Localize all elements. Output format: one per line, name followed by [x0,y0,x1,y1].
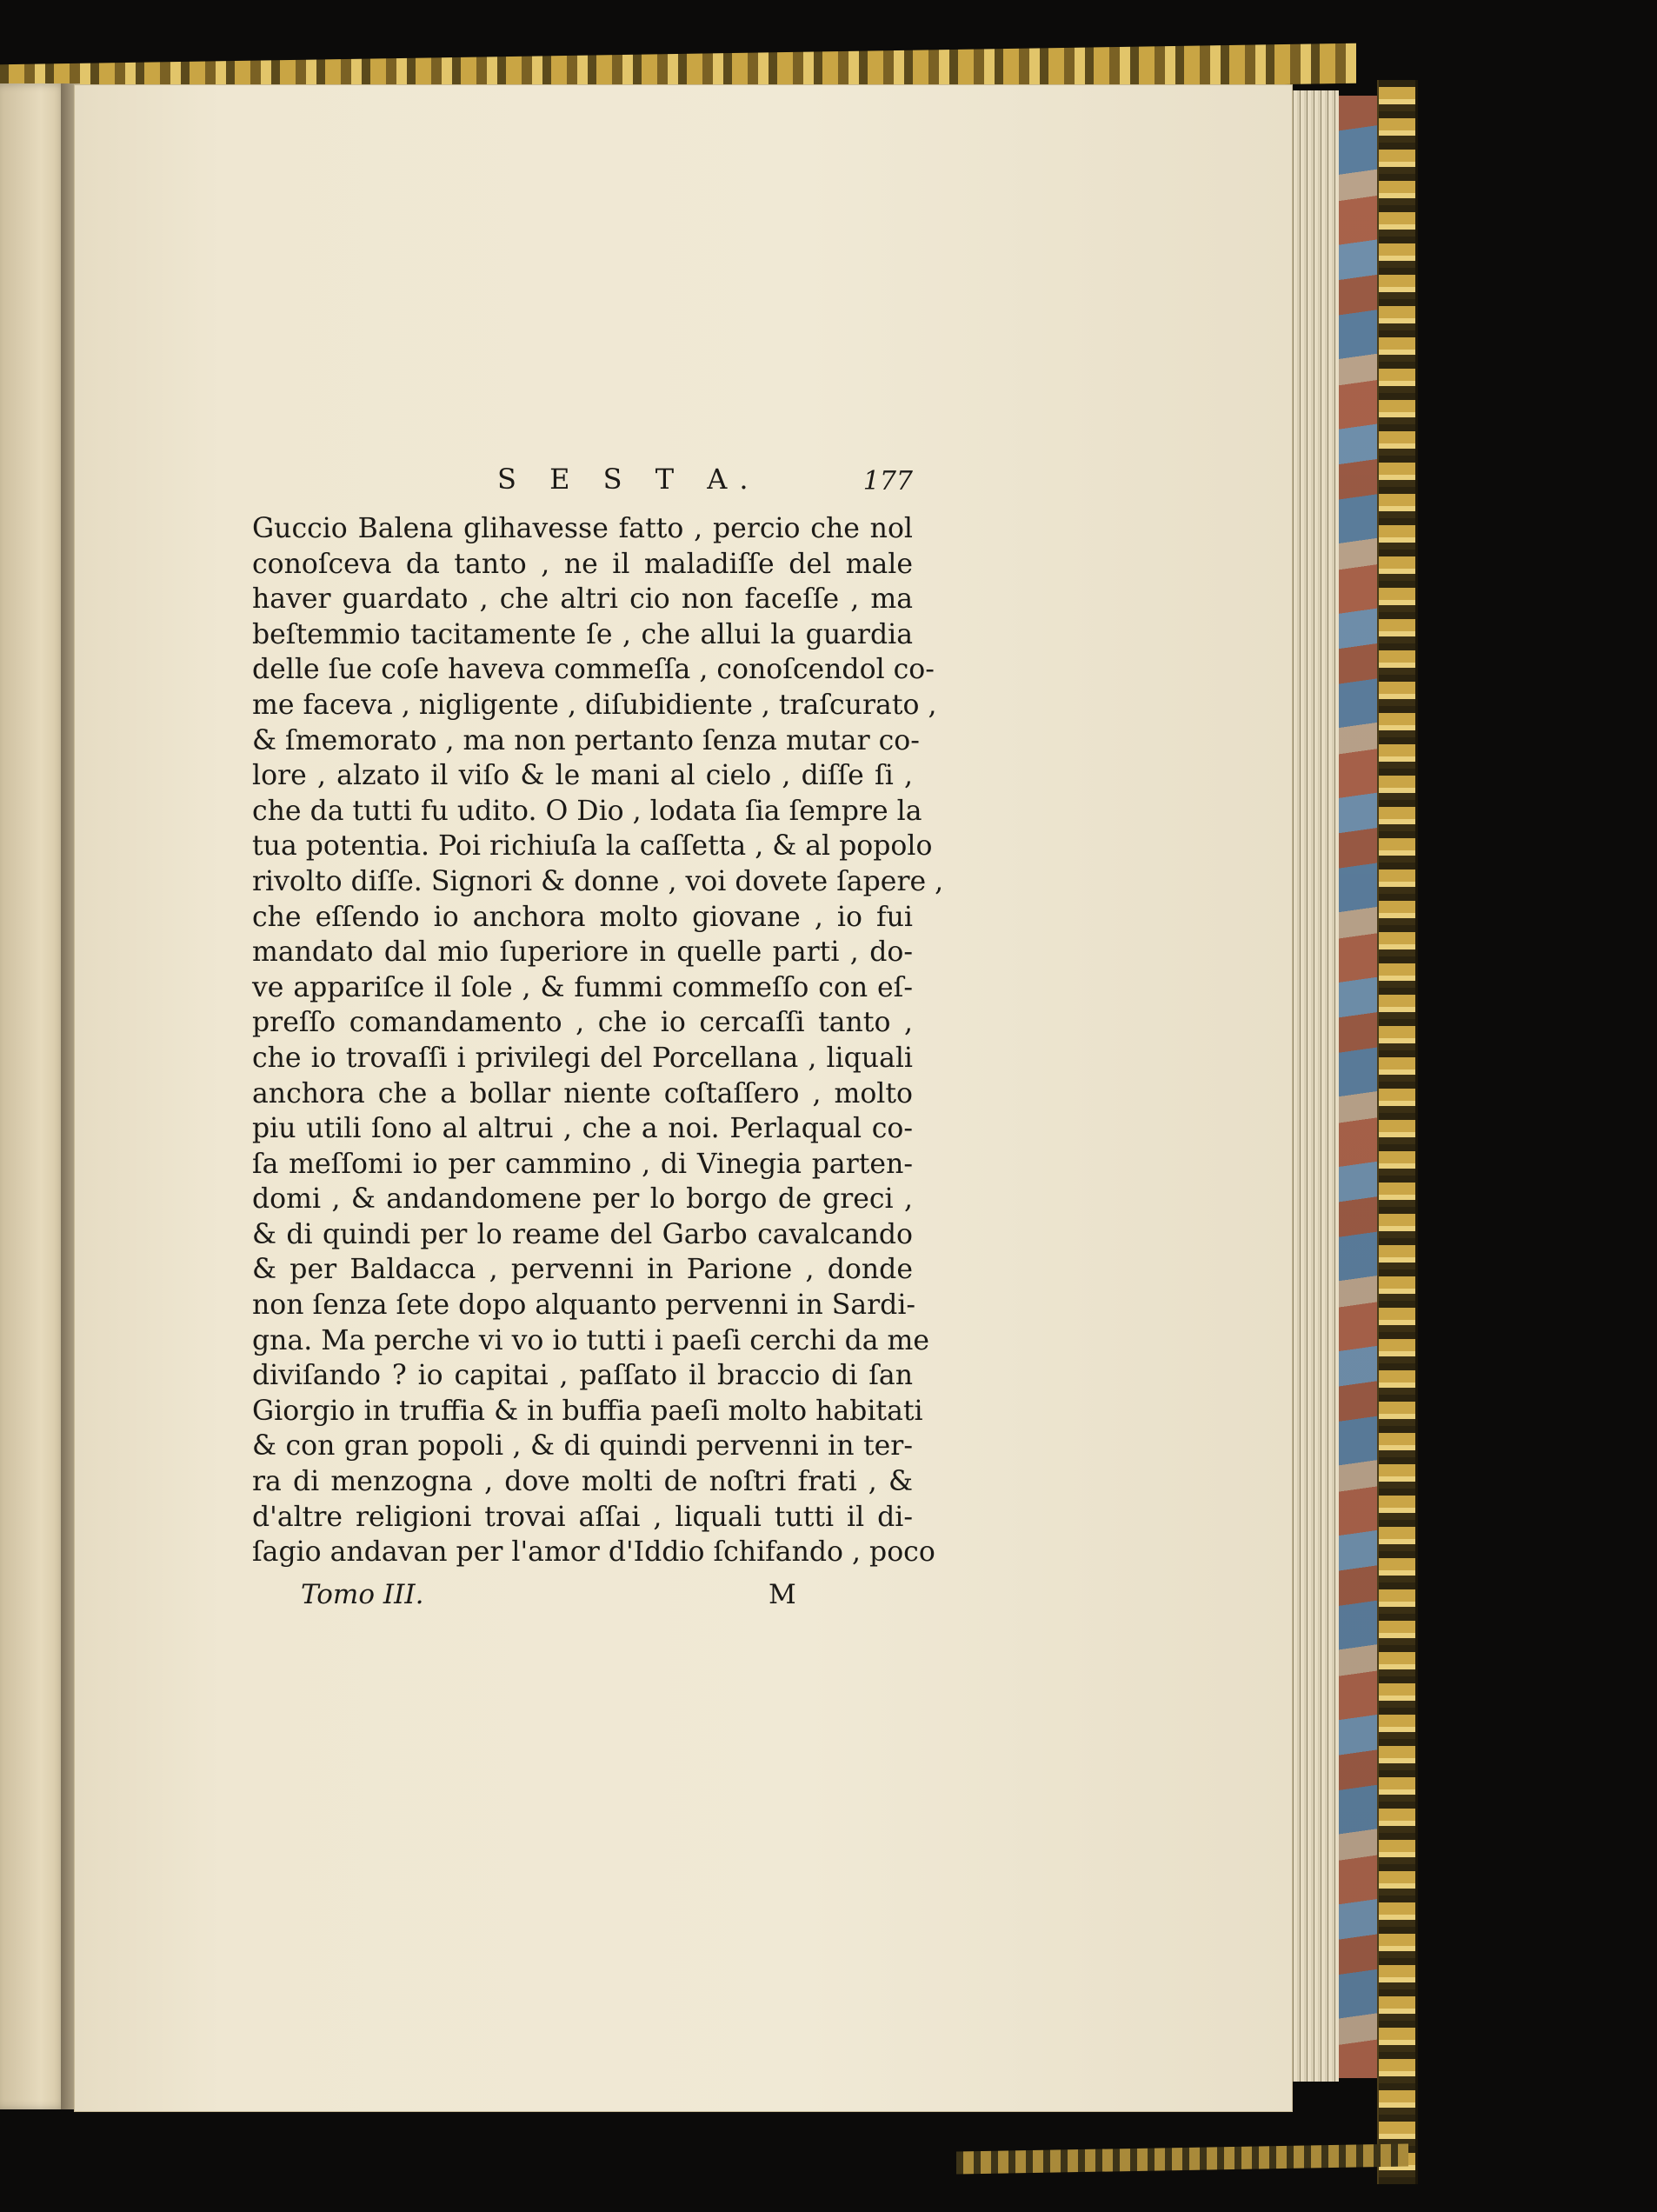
text-line: lore , alzato il viſo & le mani al cielo , diſſe ſi , [252,760,913,792]
text-line: conoſceva da tanto , ne il maladiſſe del male [252,548,913,580]
text-line: che io trovaſſi i privilegi del Porcellana , liquali [252,1042,913,1074]
text-line: d'altre religioni trovai aſſai , liquali tutti il di- [252,1501,913,1533]
text-line: mandato dal mio ſuperiore in quelle parti , do- [252,936,913,969]
facing-page-edge [0,83,68,2109]
text-line: diviſando ? io capitai , paſſato il braccio di ſan [252,1360,913,1392]
text-line: beſtemmio tacitamente ſe , che allui la guardia [252,618,913,650]
gilt-binding-edge [1377,80,1418,2184]
text-line: Giorgio in truffia & in buffia paeſi molto habitati [252,1395,923,1427]
text-line: ſa meſſomi io per cammino , di Vinegia parten- [252,1148,913,1180]
text-line: Guccio Balena glihavesse fatto , percio che nol [252,513,913,544]
text-line: delle ſue coſe haveva commeſſa , conoſcendol co- [252,654,935,686]
running-head: S E S T A. [497,463,761,496]
text-line: rivolto diſſe. Signori & donne , voi dovete ſapere , [252,865,944,897]
text-line: che eſſendo io anchora molto giovane , io fui [252,901,913,933]
page-footer [252,1576,913,1616]
marbled-edge [1339,96,1379,2078]
signature-mark: M [769,1578,796,1610]
text-line: non ſenza ſete dopo alquanto pervenni in Sardi- [252,1289,916,1322]
page-header [252,463,913,511]
text-line: haver guardato , che altri cio non faceſſe , ma [252,583,913,616]
text-line: me faceva , nigligente , diſubidiente , traſcurato , [252,689,937,721]
body-text [252,511,944,1570]
text-line: & con gran popoli , & di quindi pervenni in ter- [252,1430,913,1462]
text-block [252,463,944,1616]
volume-label: Tomo III. [301,1578,424,1610]
text-line: & per Baldacca , pervenni in Parione , donde [252,1254,913,1286]
gilt-bottom-edge [956,2143,1408,2174]
text-line: & ſmemorato , ma non pertanto ſenza mutar co- [252,724,920,756]
text-line: anchora che a bollar niente coſtaſſero , molto [252,1077,913,1109]
text-line: & di quindi per lo reame del Garbo cavalcando [252,1218,913,1250]
text-line: ra di menzogna , dove molti de noſtri frati , & [252,1466,913,1498]
text-line: gna. Ma perche vi vo io tutti i paeſi cerchi da me [252,1324,930,1356]
text-line: ſagio andavan per l'amor d'Iddio ſchifando , poco [252,1536,935,1569]
text-line: piu utili ſono al altrui , che a noi. Perlaqual co- [252,1113,913,1145]
text-line: ve appariſce il ſole , & fummi commeſſo con eſ- [252,971,913,1003]
text-line: preſſo comandamento , che io cercaſſi tanto , [252,1007,913,1039]
text-line: che da tutti fu udito. O Dio , lodata ſia ſempre la [252,795,922,827]
text-line: tua potentia. Poi richiuſa la caſſetta , & al popolo [252,830,933,863]
page-number: 177 [862,466,913,496]
text-line: domi , & andandomene per lo borgo de greci , [252,1183,913,1216]
